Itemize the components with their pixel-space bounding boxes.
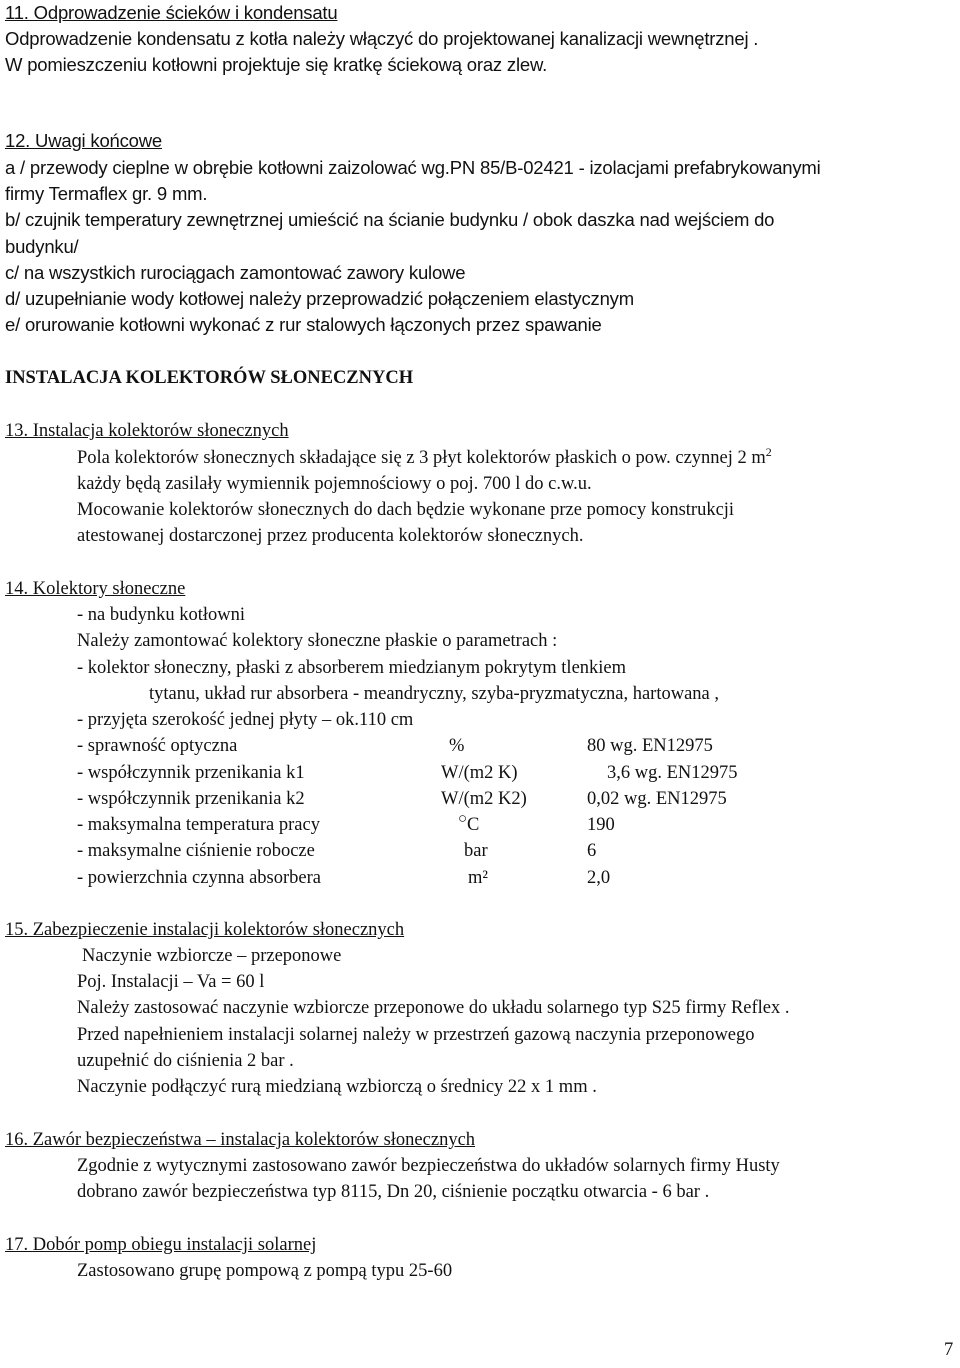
section-15-line-4: Przed napełnieniem instalacji solarnej należy w przestrzeń gazową naczynia przeponowego bbox=[77, 1025, 755, 1045]
section-12-item-b-line-2: budynku/ bbox=[5, 236, 79, 257]
section-12-item-a-line-1: a / przewody cieplne w obrębie kotłowni zaizolować wg.PN 85/B-02421 - izolacjami prefabrykowanymi bbox=[5, 157, 821, 178]
section-15-line-6: Naczynie podłączyć rurą miedzianą wzbiorczą o średnicy 22 x 1 mm . bbox=[77, 1077, 597, 1097]
section-15-line-3: Należy zastosować naczynie wzbiorcze przeponowe do układu solarnego typ S25 firmy Reflex . bbox=[77, 998, 790, 1018]
section-11-line-2: W pomieszczeniu kotłowni projektuje się kratkę ściekową oraz zlew. bbox=[5, 54, 548, 75]
param-unit: bar bbox=[464, 841, 488, 861]
degree-icon: ○ bbox=[458, 811, 468, 827]
param-unit: C bbox=[467, 815, 480, 835]
solar-heading: INSTALACJA KOLEKTORÓW SŁONECZNYCH bbox=[5, 368, 414, 388]
section-14-line-3: - kolektor słoneczny, płaski z absorberem miedzianym pokrytym tlenkiem bbox=[77, 658, 627, 678]
section-13-line-3: Mocowanie kolektorów słonecznych do dach będzie wykonane prze pomocy konstrukcji bbox=[77, 500, 735, 520]
param-unit: % bbox=[449, 736, 465, 756]
section-12-item-a-line-2: firmy Termaflex gr. 9 mm. bbox=[5, 183, 208, 204]
param-value: 190 bbox=[587, 815, 615, 835]
param-unit: W/(m2 K2) bbox=[441, 789, 527, 809]
param-name: - maksymalna temperatura pracy bbox=[77, 815, 320, 835]
section-12-item-b-line-1: b/ czujnik temperatury zewnętrznej umieścić na ścianie budynku / obok daszka nad wejściem do bbox=[5, 209, 775, 230]
section-12-item-e: e/ orurowanie kotłowni wykonać z rur stalowych łączonych przez spawanie bbox=[5, 314, 602, 335]
section-11-line-1: Odprowadzenie kondensatu z kotła należy włączyć do projektowanej kanalizacji wewnętrznej . bbox=[5, 28, 759, 49]
section-16-title: 16. Zawór bezpieczeństwa – instalacja kolektorów słonecznych bbox=[5, 1130, 476, 1150]
param-name: - sprawność optyczna bbox=[77, 736, 238, 756]
section-17-title: 17. Dobór pomp obiegu instalacji solarnej bbox=[5, 1235, 317, 1255]
superscript-2: 2 bbox=[765, 444, 772, 459]
section-15-line-5: uzupełnić do ciśnienia 2 bar . bbox=[77, 1051, 294, 1071]
param-value: 2,0 bbox=[587, 868, 611, 888]
param-value: 0,02 wg. EN12975 bbox=[587, 789, 727, 809]
section-14-line-1: - na budynku kotłowni bbox=[77, 605, 246, 625]
section-14-line-2: Należy zamontować kolektory słoneczne płaskie o parametrach : bbox=[77, 631, 558, 651]
section-14-line-5: - przyjęta szerokość jednej płyty – ok.110 cm bbox=[77, 710, 414, 730]
section-15-line-1: Naczynie wzbiorcze – przeponowe bbox=[82, 946, 342, 966]
section-15-line-2: Poj. Instalacji – Va = 60 l bbox=[77, 972, 265, 992]
section-12-item-d: d/ uzupełnianie wody kotłowej należy przeprowadzić połączeniem elastycznym bbox=[5, 288, 634, 309]
section-12-title: 12. Uwagi końcowe bbox=[5, 130, 163, 151]
param-unit: W/(m2 K) bbox=[441, 763, 518, 783]
page-number: 7 bbox=[944, 1340, 954, 1360]
section-12-item-c: c/ na wszystkich rurociągach zamontować zawory kulowe bbox=[5, 262, 466, 283]
section-11-title: 11. Odprowadzenie ścieków i kondensatu bbox=[5, 2, 338, 23]
section-15-title: 15. Zabezpieczenie instalacji kolektorów słonecznych bbox=[5, 920, 405, 940]
param-name: - współczynnik przenikania k2 bbox=[77, 789, 305, 809]
section-13-title: 13. Instalacja kolektorów słonecznych bbox=[5, 421, 289, 441]
section-13-line-1: Pola kolektorów słonecznych składające się z 3 płyt kolektorów płaskich o pow. czynnej 2 $m^2$ bbox=[77, 444, 772, 468]
param-name: - współczynnik przenikania k1 bbox=[77, 763, 305, 783]
param-value: 80 wg. EN12975 bbox=[587, 736, 713, 756]
param-name: - maksymalne ciśnienie robocze bbox=[77, 841, 315, 861]
param-name: - powierzchnia czynna absorbera bbox=[77, 868, 321, 888]
param-value: 6 bbox=[587, 841, 597, 861]
section-16-line-2: dobrano zawór bezpieczeństwa typ 8115, Dn 20, ciśnienie początku otwarcia - 6 bar . bbox=[77, 1182, 710, 1202]
section-16-line-1: Zgodnie z wytycznymi zastosowano zawór bezpieczeństwa do układów solarnych firmy Husty bbox=[77, 1156, 780, 1176]
section-13-line-2: każdy będą zasilały wymiennik pojemnościowy o poj. 700 l do c.w.u. bbox=[77, 474, 592, 494]
section-17-line-1: Zastosowano grupę pompową z pompą typu 25-60 bbox=[77, 1261, 453, 1281]
section-14-title: 14. Kolektory słoneczne bbox=[5, 579, 186, 599]
section-13-line-4: atestowanej dostarczonej przez producenta kolektorów słonecznych. bbox=[77, 526, 584, 546]
param-value: 3,6 wg. EN12975 bbox=[607, 763, 738, 783]
section-14-line-4: tytanu, układ rur absorbera - meandryczny, szyba-pryzmatyczna, hartowana , bbox=[149, 684, 719, 704]
param-unit: m² bbox=[468, 868, 488, 888]
